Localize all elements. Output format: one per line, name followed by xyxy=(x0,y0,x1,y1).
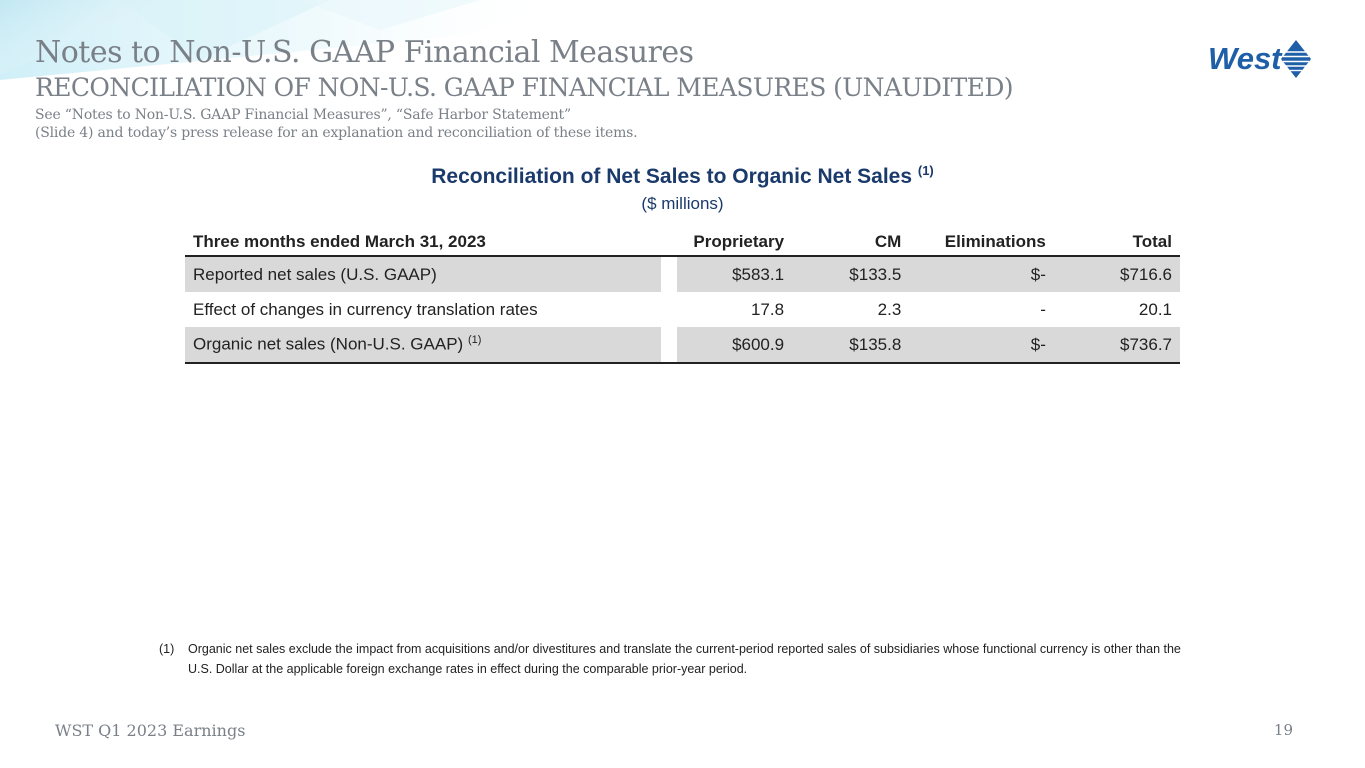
footnote-marker: (1) xyxy=(159,642,175,656)
table-title-footnote-ref: (1) xyxy=(917,163,934,178)
table-header-row xyxy=(185,229,1180,256)
logo-wordmark: West xyxy=(1208,41,1282,76)
west-logo xyxy=(1208,38,1314,80)
cell-cm: $133.5 xyxy=(792,256,909,292)
row-label: Effect of changes in currency translation rates xyxy=(193,299,538,319)
column-header-cm: CM xyxy=(792,229,909,256)
table-row xyxy=(185,327,1180,363)
footnote-text xyxy=(188,639,1299,679)
table-title-text: Reconciliation of Net Sales to Organic Net Sales xyxy=(431,165,913,188)
table-title xyxy=(0,163,1365,189)
table-row xyxy=(185,256,1180,292)
footer-label: WST Q1 2023 Earnings xyxy=(55,721,246,740)
column-header-total: Total xyxy=(1054,229,1180,256)
cell-eliminations: $- xyxy=(909,327,1054,363)
cell-total: 20.1 xyxy=(1138,299,1172,319)
row-label: Reported net sales (U.S. GAAP) xyxy=(185,256,661,292)
column-header-eliminations: Eliminations xyxy=(909,229,1054,256)
cell-cm: $135.8 xyxy=(792,327,909,363)
table-row xyxy=(185,292,1180,327)
column-gap xyxy=(661,256,677,292)
header-note-line-2: (Slide 4) and today’s press release for an explanation and reconciliation of these items. xyxy=(35,125,638,141)
footnote-line-2: U.S. Dollar at the applicable foreign exchange rates in effect during the comparable prior-year period. xyxy=(188,662,748,676)
header-note xyxy=(35,106,637,142)
footnote-line-1: Organic net sales exclude the impact from acquisitions and/or divestitures and translate the current-period reported sales of subsidiaries whose functional currency is other than the xyxy=(188,642,1181,656)
cell-eliminations: - xyxy=(1040,299,1046,319)
footnote xyxy=(159,639,1299,679)
column-gap xyxy=(661,327,677,363)
row-label xyxy=(185,327,661,363)
header-note-line-1: See “Notes to Non-U.S. GAAP Financial Measures”, “Safe Harbor Statement” xyxy=(35,107,571,123)
table-units: ($ millions) xyxy=(641,194,724,213)
cell-cm: 2.3 xyxy=(877,299,902,319)
row-label-text: Organic net sales (Non-U.S. GAAP) xyxy=(193,334,464,354)
page-title: Notes to Non-U.S. GAAP Financial Measures xyxy=(35,35,694,70)
row-footnote-ref: (1) xyxy=(467,334,482,347)
cell-proprietary: $600.9 xyxy=(677,327,792,363)
column-gap xyxy=(661,229,677,256)
cell-eliminations: $- xyxy=(909,256,1054,292)
page-subtitle: RECONCILIATION OF NON-U.S. GAAP FINANCIAL MEASURES (UNAUDITED) xyxy=(35,73,1013,102)
column-gap xyxy=(661,292,677,327)
cell-total: $736.7 xyxy=(1054,327,1180,363)
column-header-period: Three months ended March 31, 2023 xyxy=(185,229,661,256)
cell-proprietary: 17.8 xyxy=(750,299,785,319)
reconciliation-table xyxy=(185,229,1180,364)
page-number: 19 xyxy=(1273,721,1293,739)
column-header-proprietary: Proprietary xyxy=(677,229,792,256)
cell-total: $716.6 xyxy=(1054,256,1180,292)
cell-proprietary: $583.1 xyxy=(677,256,792,292)
logo-diamond-icon xyxy=(1281,40,1311,78)
